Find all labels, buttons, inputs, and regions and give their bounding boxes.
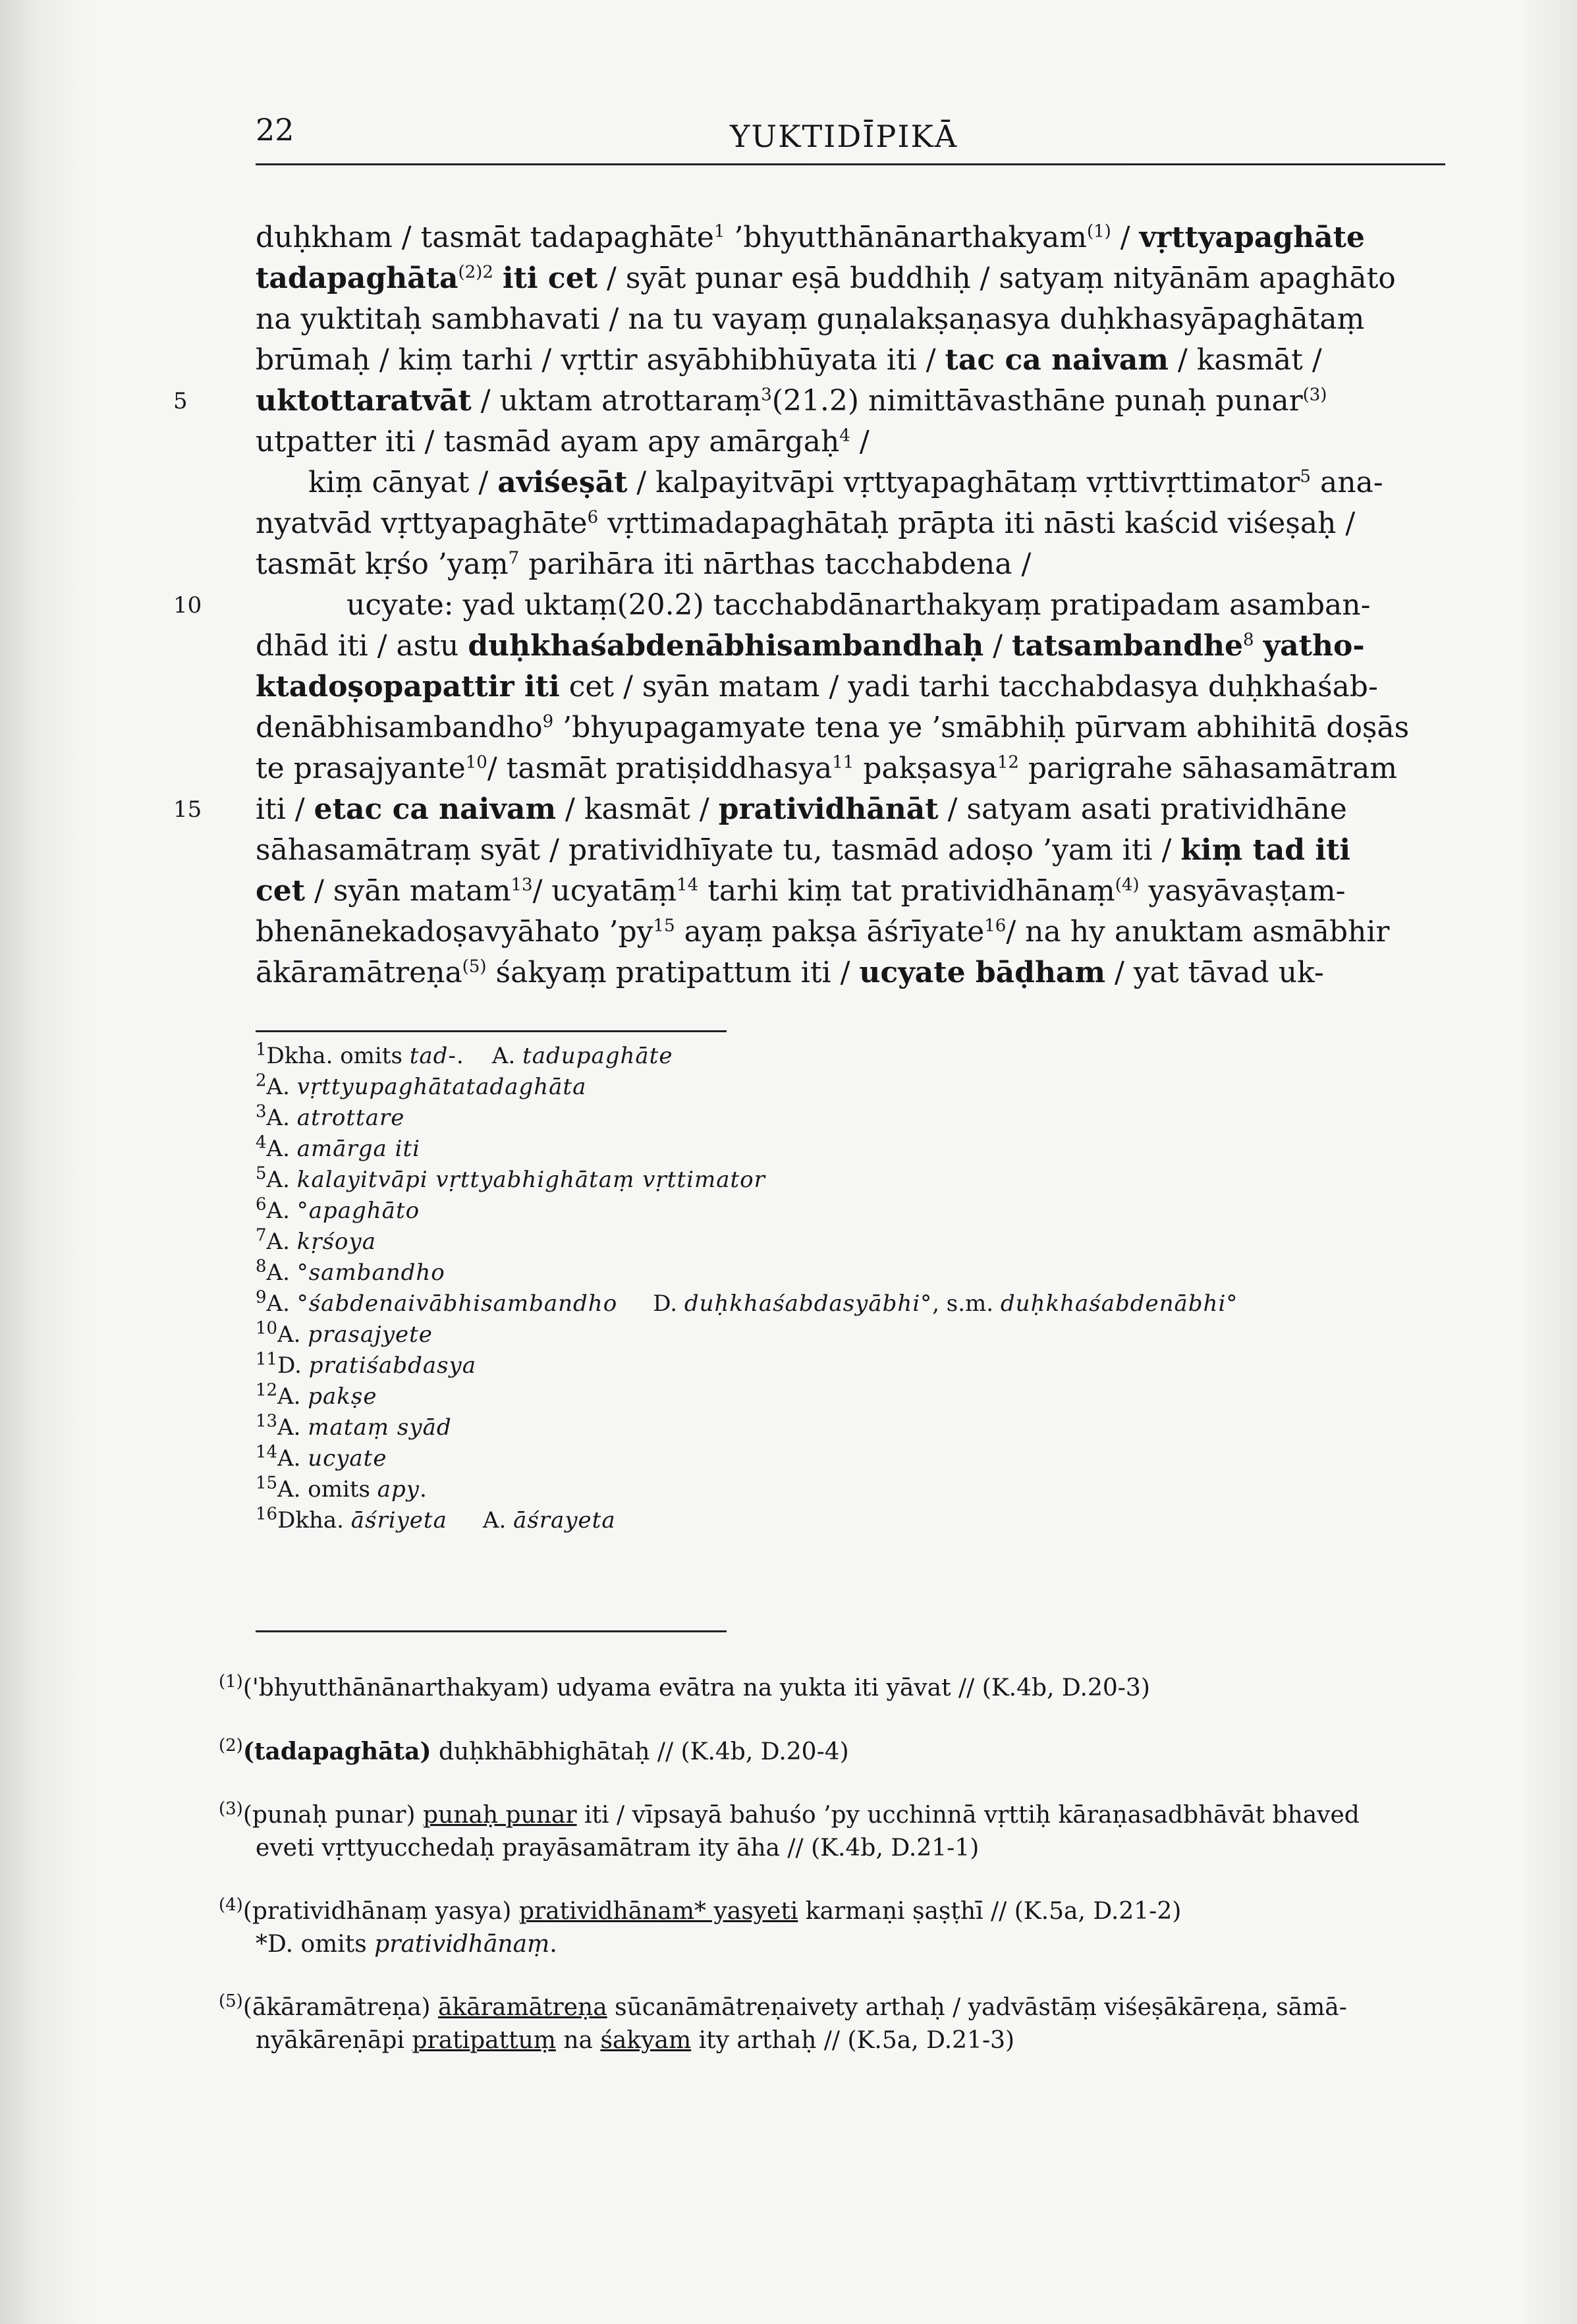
text-line	[173, 585, 1445, 626]
commentary-text: (pratividhānaṃ yasya) pratividhānam* yasyeti karmaṇi ṣaṣṭhī // (K.5a, D.21-2)	[242, 1898, 1182, 1925]
line-text: uktottaratvāt / uktam atrottaraṃ$^3$(21.2) nimittāvasthāne punaḥ punar$^{(3)}$	[256, 384, 1327, 418]
apparatus-note	[256, 1258, 1238, 1288]
commentary-text-continued: eveti vṛttyucchedaḥ prayāsamātram ity āha // (K.4b, D.21-1)	[256, 1835, 980, 1862]
line-text: nyatvād vṛttyapaghāte$^6$ vṛttimadapaghātaḥ prāpta iti nāsti kaścid viśeṣaḥ /	[256, 507, 1356, 540]
line-text: te prasajyante$^{10}$/ tasmāt pratiṣiddhasya$^{11}$ pakṣasya$^{12}$ parigrahe sāhasamātram	[256, 752, 1398, 785]
commentary-footnotes	[219, 1672, 1464, 2088]
apparatus-note	[256, 1443, 1238, 1474]
commentary-text: (ākāramātreṇa) ākāramātreṇa sūcanāmātreṇaivety arthaḥ / yadvāstāṃ viśeṣākāreṇa, sāmā-	[242, 1994, 1347, 2021]
line-text: denābhisambandho$^9$ ’bhyupagamyate tena ye ’smābhiḥ pūrvam abhihitā doṣās	[256, 711, 1410, 744]
note-text: A. °sambandho	[266, 1259, 445, 1286]
apparatus-note	[256, 1134, 1238, 1165]
note-text: A. vṛttyupaghātatadaghāta	[266, 1074, 587, 1100]
running-header	[256, 111, 1445, 165]
note-text: A. pakṣe	[277, 1383, 377, 1410]
apparatus-note	[256, 1227, 1238, 1258]
apparatus-footnotes	[256, 1041, 1238, 1536]
note-text: A. °apaghāto	[266, 1198, 420, 1224]
line-text: bhenānekadoṣavyāhato $’py^{15}$ ayaṃ pakṣa āśrīyate$^{16}$/ na hy anuktam asmābhir	[256, 915, 1390, 949]
note-number: 9	[256, 1287, 267, 1308]
commentary-note	[219, 1991, 1464, 2057]
line-text: duḥkham / tasmāt tadapaghāte$^1$ ’bhyutthānānarthakyam$^{(1)}$ / vṛttyapaghāte	[256, 221, 1365, 254]
text-line	[256, 503, 1445, 544]
line-text: cet / syān matam$^{13}$/ ucyatāṃ$^{14}$ tarhi kiṃ tat pratividhānaṃ$^{(4)}$ yasyāvaṣṭam-	[256, 874, 1346, 908]
note-text: A. °śabdenaivābhisambandho D. duḥkhaśabdasyābhi°, s.m. duḥkhaśabdenābhi°	[266, 1290, 1238, 1317]
page-number: 22	[256, 112, 294, 148]
running-title: YUKTIDĪPIKĀ	[730, 119, 958, 154]
text-line	[256, 871, 1445, 912]
commentary-number: (4)	[219, 1895, 243, 1915]
commentary-note	[219, 1895, 1464, 1961]
note-text: A. amārga iti	[266, 1136, 421, 1162]
line-text: kiṃ cānyat / aviśeṣāt / kalpayitvāpi vṛttyapaghātaṃ vṛttivṛttimator$^5$ ana-	[308, 466, 1383, 499]
commentary-text-continued: *D. omits pratividhānaṃ.	[256, 1931, 557, 1958]
line-text: tasmāt kṛśo ’yaṃ$^7$ parihāra iti nārthas tacchabdena /	[256, 547, 1032, 581]
commentary-divider	[256, 1630, 727, 1632]
line-text: ucyate: yad uktaṃ(20.2) tacchabdānarthakyaṃ pratipadam asamban-	[346, 588, 1371, 622]
text-line	[256, 299, 1445, 340]
note-text: A. omits apy.	[277, 1476, 427, 1503]
line-text: ktadoṣopapattir iti cet / syān matam / yadi tarhi tacchabdasya duḥkhaśab-	[256, 670, 1378, 704]
note-number: 2	[256, 1070, 267, 1091]
note-number: 15	[256, 1473, 278, 1493]
text-line	[256, 462, 1445, 503]
note-number: 14	[256, 1442, 278, 1462]
text-line	[256, 707, 1445, 748]
apparatus-note	[256, 1165, 1238, 1196]
apparatus-note	[256, 1041, 1238, 1072]
line-text: brūmaḥ / kiṃ tarhi / vṛttir asyābhibhūyata iti / tac ca naivam / kasmāt /	[256, 343, 1322, 377]
note-number: 7	[256, 1225, 267, 1246]
line-text: tadapaghāta$^{(2)2}$ iti cet / syāt punar eṣā buddhiḥ / satyaṃ nityānām apaghāto	[256, 262, 1396, 295]
apparatus-note	[256, 1103, 1238, 1134]
apparatus-note	[256, 1196, 1238, 1227]
commentary-number: (5)	[219, 1991, 243, 2011]
apparatus-note	[256, 1412, 1238, 1443]
apparatus-note	[256, 1288, 1238, 1319]
text-line	[256, 953, 1445, 993]
line-number: 10	[173, 592, 202, 619]
text-line	[256, 667, 1445, 707]
note-number: 8	[256, 1256, 267, 1277]
line-number: 5	[173, 388, 188, 414]
line-text: na yuktitaḥ sambhavati / na tu vayaṃ guṇalakṣaṇasya duḥkhasyāpaghātaṃ	[256, 302, 1365, 336]
text-line	[173, 381, 1445, 422]
note-number: 13	[256, 1411, 278, 1431]
note-number: 12	[256, 1380, 278, 1400]
note-number: 16	[256, 1504, 278, 1524]
line-text: sāhasamātraṃ syāt / pratividhīyate tu, tasmād adoṣo ’yam iti / kiṃ tad iti	[256, 833, 1351, 867]
line-text: utpatter iti / tasmād ayam apy amārgaḥ$^4$ /	[256, 425, 870, 458]
note-text: A. kalayitvāpi vṛttyabhighātaṃ vṛttimator	[266, 1167, 765, 1193]
note-text: A. prasajyete	[277, 1321, 433, 1348]
note-number: 4	[256, 1132, 267, 1153]
apparatus-note	[256, 1350, 1238, 1381]
apparatus-divider	[256, 1030, 727, 1032]
line-text: iti / etac ca naivam / kasmāt / pratividhānāt / satyam asati pratividhāne	[256, 792, 1347, 826]
commentary-note	[219, 1672, 1464, 1705]
text-line	[256, 340, 1445, 381]
text-line	[256, 544, 1445, 585]
commentary-text: (punaḥ punar) punaḥ punar iti / vīpsayā bahuśo ’py ucchinnā vṛttiḥ kāraṇasadbhāvāt bhaved	[242, 1802, 1360, 1829]
note-number: 6	[256, 1194, 267, 1215]
text-line	[173, 789, 1445, 830]
note-number: 10	[256, 1318, 278, 1339]
note-text: D. pratiśabdasya	[277, 1352, 477, 1379]
note-text: Dkha. āśriyeta A. āśrayeta	[277, 1507, 616, 1534]
note-text: A. kṛśoya	[266, 1229, 376, 1255]
text-line	[256, 422, 1445, 462]
main-text	[173, 217, 1445, 993]
commentary-number: (2)	[219, 1736, 243, 1756]
commentary-text-continued: nyākāreṇāpi pratipattuṃ na śakyam ity arthaḥ // (K.5a, D.21-3)	[256, 2027, 1015, 2054]
commentary-text: (tadapaghāta) duḥkhābhighātaḥ // (K.4b, D.20-4)	[242, 1738, 849, 1765]
text-line	[256, 912, 1445, 953]
commentary-note	[219, 1735, 1464, 1769]
commentary-number: (3)	[219, 1799, 243, 1819]
line-text: ākāramātreṇa$^{(5)}$ śakyaṃ pratipattum iti / ucyate bāḍham / yat tāvad uk-	[256, 956, 1324, 989]
note-text: Dkha. omits tad-. A. tadupaghāte	[266, 1043, 673, 1069]
note-number: 1	[256, 1039, 267, 1060]
apparatus-note	[256, 1381, 1238, 1412]
text-line	[256, 748, 1445, 789]
note-number: 11	[256, 1349, 278, 1370]
text-line	[256, 217, 1445, 258]
text-line	[256, 258, 1445, 299]
line-number: 15	[173, 796, 202, 823]
apparatus-note	[256, 1474, 1238, 1505]
text-line	[256, 830, 1445, 871]
note-number: 3	[256, 1101, 267, 1122]
apparatus-note	[256, 1072, 1238, 1103]
commentary-text: ('bhyutthānānarthakyam) udyama evātra na yukta iti yāvat // (K.4b, D.20-3)	[242, 1674, 1150, 1702]
text-line	[256, 626, 1445, 667]
note-text: A. ucyate	[277, 1445, 387, 1472]
apparatus-note	[256, 1319, 1238, 1350]
commentary-note	[219, 1799, 1464, 1865]
commentary-number: (1)	[219, 1672, 243, 1692]
apparatus-note	[256, 1505, 1238, 1536]
line-text: dhād iti / astu duḥkhaśabdenābhisambandhaḥ / tatsambandhe$^8$ yatho-	[256, 629, 1365, 663]
note-text: A. mataṃ syād	[277, 1414, 452, 1441]
note-number: 5	[256, 1163, 267, 1184]
note-text: A. atrottare	[266, 1105, 405, 1131]
